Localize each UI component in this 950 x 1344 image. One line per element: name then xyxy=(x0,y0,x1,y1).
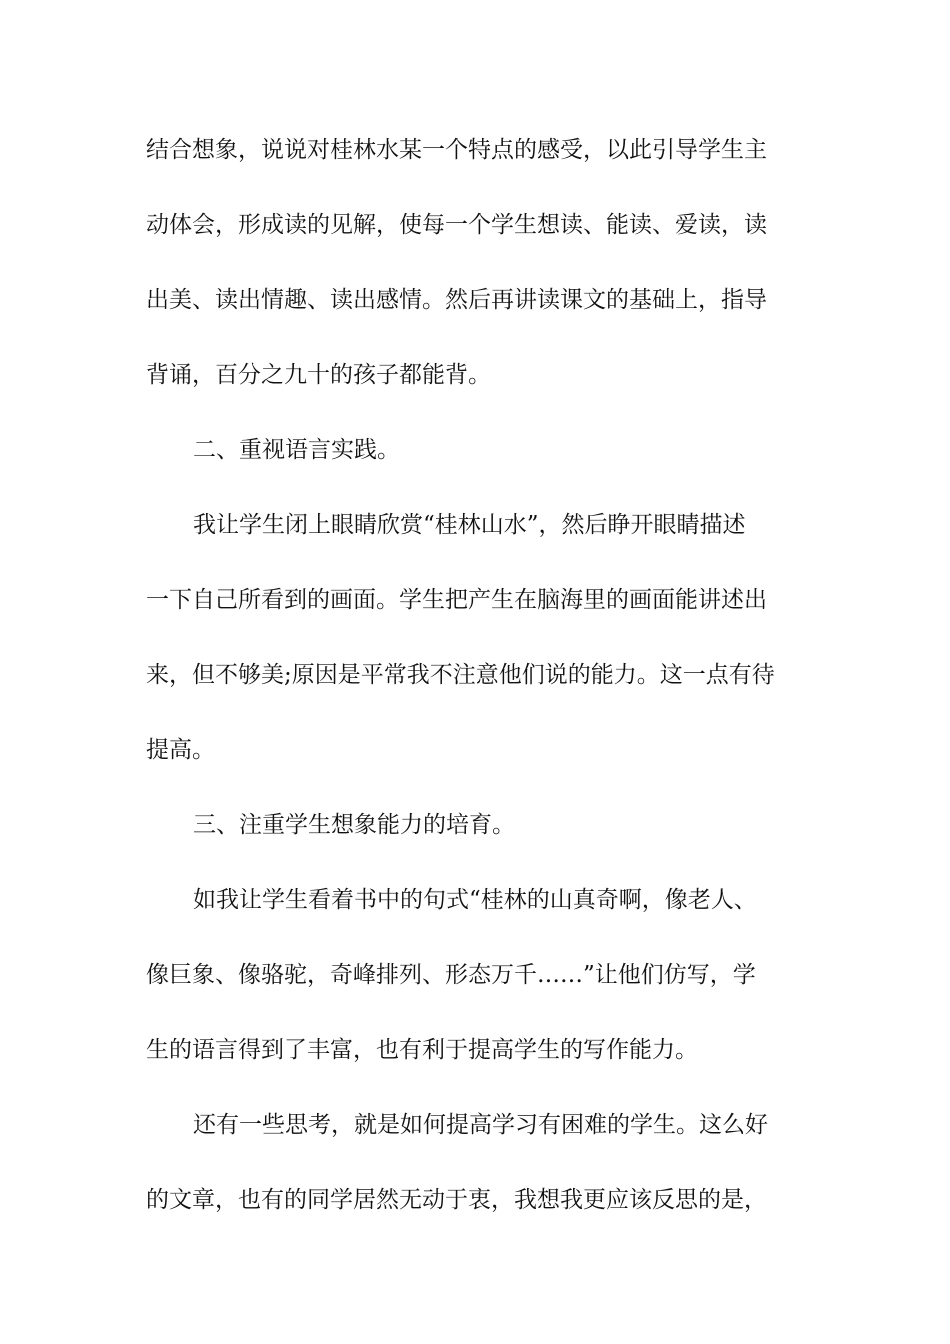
text-line-11: 如我让学生看着书中的句式“桂林的山真奇啊，像老人、 xyxy=(193,887,757,913)
section-heading-2: 二、重视语言实践。 xyxy=(193,437,400,463)
text-line-7: 一下自己所看到的画面。学生把产生在脑海里的画面能讲述出 xyxy=(146,587,767,613)
text-line-6: 我让学生闭上眼睛欣赏“桂林山水”，然后睁开眼睛描述 xyxy=(193,512,746,538)
text-line-4: 背诵，百分之九十的孩子都能背。 xyxy=(146,362,491,388)
text-line-1: 结合想象，说说对桂林水某一个特点的感受，以此引导学生主 xyxy=(146,137,767,163)
text-line-9: 提高。 xyxy=(146,737,215,763)
text-line-13: 生的语言得到了丰富，也有利于提高学生的写作能力。 xyxy=(146,1037,698,1063)
text-line-3: 出美、读出情趣、读出感情。然后再讲读课文的基础上，指导 xyxy=(146,287,767,313)
text-line-14: 还有一些思考，就是如何提高学习有困难的学生。这么好 xyxy=(193,1112,768,1138)
text-line-12: 像巨象、像骆驼，奇峰排列、形态万千……”让他们仿写，学 xyxy=(146,962,756,988)
text-line-2: 动体会，形成读的见解，使每一个学生想读、能读、爱读，读 xyxy=(146,212,767,238)
section-heading-3: 三、注重学生想象能力的培育。 xyxy=(193,812,515,838)
text-line-15: 的文章，也有的同学居然无动于衷，我想我更应该反思的是， xyxy=(146,1187,767,1213)
text-line-8: 来，但不够美;原因是平常我不注意他们说的能力。这一点有待 xyxy=(146,662,775,688)
